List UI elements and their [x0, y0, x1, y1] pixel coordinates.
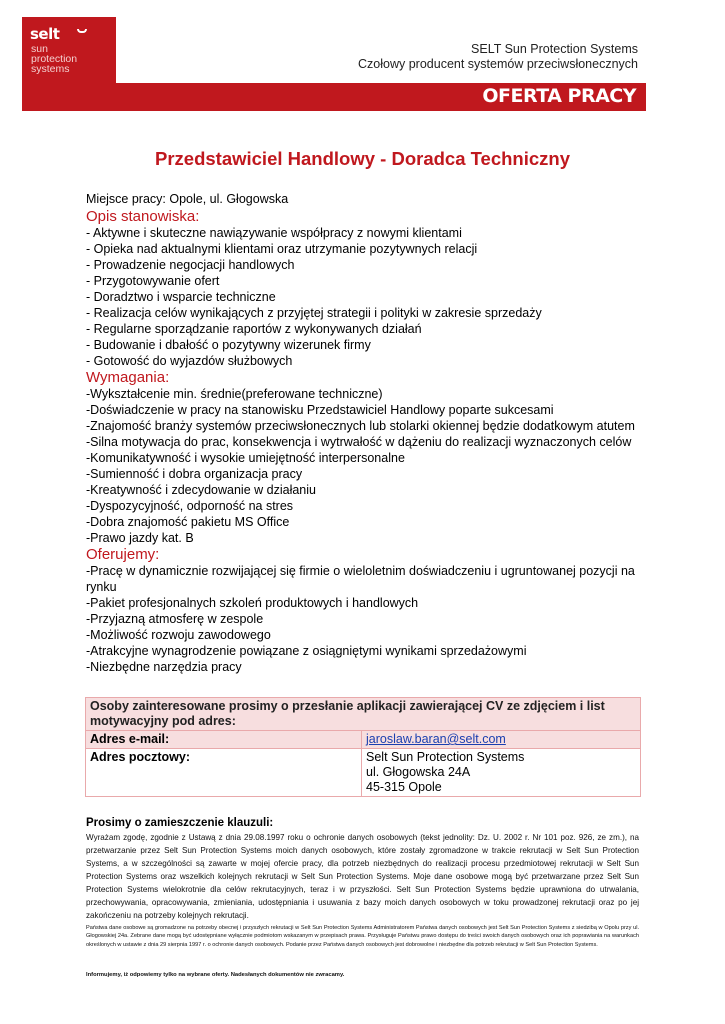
list-item: - Gotowość do wyjazdów służbowych: [86, 354, 293, 368]
job-description: [86, 191, 646, 675]
list-item: - Realizacja celów wynikających z przyjętej strategii i polityki w zakresie sprzedaży: [86, 306, 542, 320]
list-item: -Kreatywność i zdecydowanie w działaniu: [86, 483, 316, 497]
clause-text: Wyrażam zgodę, zgodnie z Ustawą z dnia 29.08.1997 roku o ochronie danych osobowych (tekst jednolity: Dz. U. 2002 r. Nr 101 poz. 926, ze zm.), na przetwarzanie przez Selt Sun Protection Systems moich danych osobowych, które zostały zgromadzone w trakcie rekrutacji w Selt Sun Protection Systems, a w szczególności są zawarte w mojej ofercie pracy, dla potrzeb niezbędnych do realizacji procesu przedmiotowej rekrutacji w Selt Sun Protection Systems oraz wszelkich kolejnych rekrutacji w Selt Sun Protection Systems. Moje dane osobowe mogą być przetwarzane przez Selt Sun Protection Systems wielokrotnie dla celów rekrutacyjnych, teraz i w przyszłości. Selt Sun Protection Systems będzie uprawniona do utrwalania, przechowywania, opracowywania, zmieniania, udostępniania i usuwania z bazy moich danych osobowych w toku prowadzonej rekrutacji oraz po jej zakończeniu na potrzeby kolejnych rekrutacji.: [86, 833, 639, 920]
list-item: -Pracę w dynamicznie rozwijającej się firmie o wieloletnim doświadczeniu i ugruntowanej pozycji na rynku: [86, 564, 635, 594]
list-item: - Regularne sporządzanie raportów z wykonywanych działań: [86, 322, 422, 336]
email-cell: [362, 731, 641, 749]
company-tagline: Czołowy producent systemów przeciwsłonecznych: [358, 57, 638, 71]
logo-tagline-line: protection: [31, 53, 78, 65]
list-item: -Możliwość rozwoju zawodowego: [86, 628, 271, 642]
postal-line: ul. Głogowska 24A: [366, 765, 471, 779]
list-item: -Dyspozycyjność, odporność na stres: [86, 499, 294, 513]
list-item: - Aktywne i skuteczne nawiązywanie współpracy z nowymi klientami: [86, 226, 462, 240]
list-item: -Znajomość branży systemów przeciwsłonecznych lub stolarki okiennej będzie dodatkowym atutem: [86, 419, 635, 433]
email-link[interactable]: jaroslaw.baran@selt.com: [366, 732, 506, 746]
email-label: Adres e-mail:: [86, 731, 362, 749]
list-item: - Opieka nad aktualnymi klientami oraz utrzymanie pozytywnych relacji: [86, 242, 478, 256]
list-item: - Budowanie i dbałość o pozytywny wizerunek firmy: [86, 338, 371, 352]
list-item: -Przyjazną atmosferę w zespole: [86, 612, 264, 626]
list-item: -Niezbędne narzędzia pracy: [86, 660, 242, 674]
list-item: -Atrakcyjne wynagrodzenie powiązane z osiągniętymi wynikami sprzedażowymi: [86, 644, 527, 658]
list-item: -Komunikatywność i wysokie umiejętność interpersonalne: [86, 451, 405, 465]
postal-line: Selt Sun Protection Systems: [366, 750, 525, 764]
contact-table: [85, 697, 641, 797]
list-item: -Silna motywacja do prac, konsekwencja i wytrwałość w dążeniu do realizacji wyznaczonych celów: [86, 435, 632, 449]
list-item: - Prowadzenie negocjacji handlowych: [86, 258, 295, 272]
list-item: -Prawo jazdy kat. B: [86, 531, 194, 545]
closing-note: Informujemy, iż odpowiemy tylko na wybrane oferty. Nadesłanych dokumentów nie zwracamy.: [86, 972, 345, 978]
logo-tagline: [31, 44, 77, 74]
logo-brand-text: selt: [30, 25, 60, 43]
postal-label: Adres pocztowy:: [86, 749, 362, 797]
contact-intro: Osoby zainteresowane prosimy o przesłanie aplikacji zawierającej CV ze zdjęciem i list motywacyjny pod adres:: [86, 698, 641, 731]
list-item: -Sumienność i dobra organizacja pracy: [86, 467, 303, 481]
clause-title: Prosimy o zamieszczenie klauzuli:: [86, 817, 274, 829]
postal-row: [86, 749, 641, 797]
section-heading-offer: Oferujemy:: [86, 546, 160, 563]
list-item: - Doradztwo i wsparcie techniczne: [86, 290, 276, 304]
contact-intro-row: [86, 698, 641, 731]
job-location: Miejsce pracy: Opole, ul. Głogowska: [86, 192, 289, 206]
section-heading-requirements: Wymagania:: [86, 369, 170, 386]
list-item: -Wykształcenie min. średnie(preferowane techniczne): [86, 387, 383, 401]
list-item: -Dobra znajomość pakietu MS Office: [86, 515, 290, 529]
logo-tagline-line: sun: [31, 43, 48, 55]
company-name: SELT Sun Protection Systems: [471, 42, 638, 56]
list-item: - Przygotowywanie ofert: [86, 274, 220, 288]
section-heading-description: Opis stanowiska:: [86, 208, 200, 225]
email-row: [86, 731, 641, 749]
job-title: Przedstawiciel Handlowy - Doradca Techniczny: [155, 148, 570, 169]
list-item: -Doświadczenie w pracy na stanowisku Przedstawiciel Handlowy poparte sukcesami: [86, 403, 554, 417]
list-item: -Pakiet profesjonalnych szkoleń produktowych i handlowych: [86, 596, 419, 610]
logo-smile-icon: [77, 29, 87, 33]
postal-address: [362, 749, 641, 797]
fine-print: Państwa dane osobowe są gromadzone na potrzeby obecnej i przyszłych rekrutacji w Selt Sun Protection Systems Administratorem Państwa danych osobowych jest Selt Sun Protection Systems z siedzibą w Opolu przy ul. Głogowskiej 24a. Zebrane dane mogą być udostępniane wyłącznie podmiotom wskazanym w przepisach prawa. Przysługuje Państwu prawo dostępu do treści swoich danych osobowych oraz ich poprawiania na warunkach określonych w ustawie z dnia 29 sierpnia 1997 r. o ochronie danych osobowych. Podanie przez Państwa danych osobowych jest dobrowolne i niezbędne dla potrzeb rekrutacji w Selt Sun Protection Systems.: [86, 925, 639, 948]
banner-title: OFERTA PRACY: [482, 85, 636, 107]
job-offer-banner: [22, 83, 646, 111]
postal-line: 45-315 Opole: [366, 780, 442, 794]
privacy-clause: [86, 817, 639, 922]
logo-tagline-line: systems: [31, 63, 70, 75]
company-info: [358, 42, 638, 72]
